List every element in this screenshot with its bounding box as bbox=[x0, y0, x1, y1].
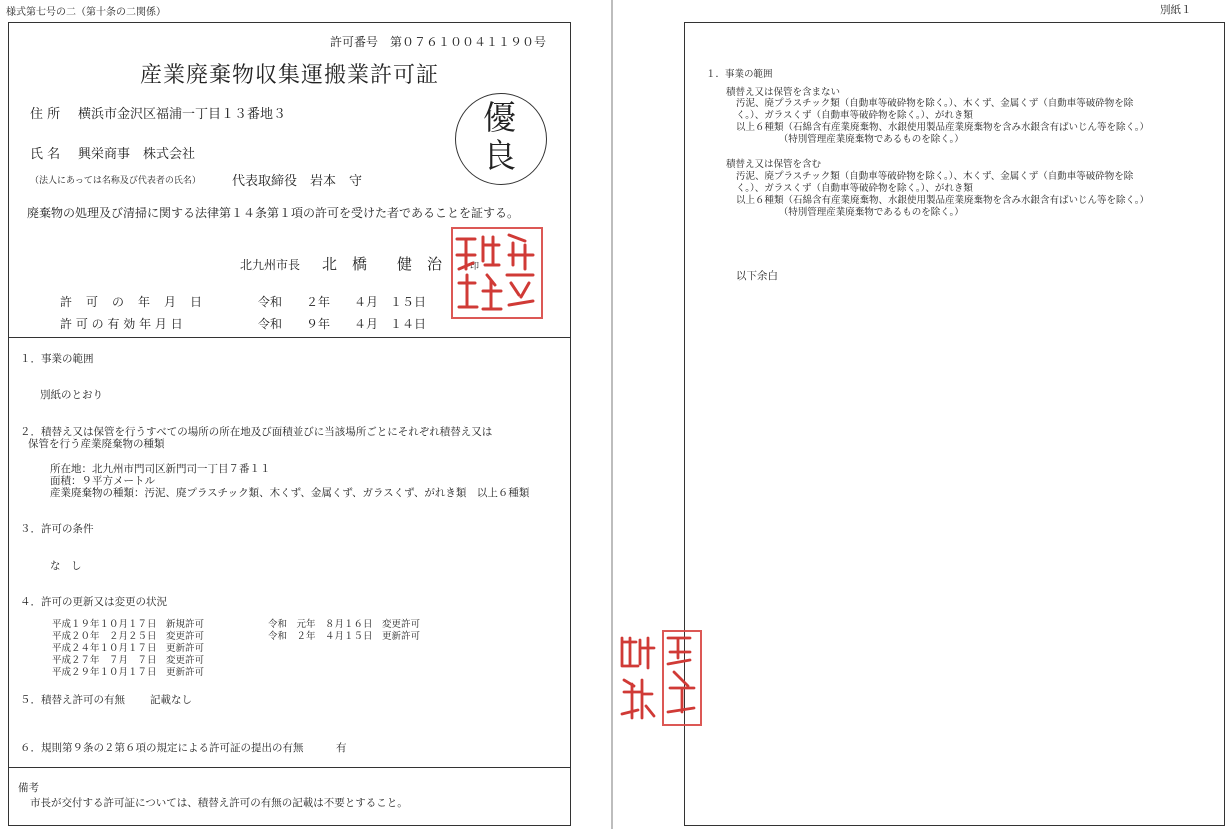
history-left-row: 平成２４年１０月１７日 更新許可 bbox=[52, 643, 205, 654]
split-seal-strokes bbox=[618, 628, 700, 724]
section3-heading: ３．許可の条件 bbox=[20, 523, 94, 535]
name-label: 氏 名 bbox=[30, 147, 61, 162]
block2-line: （特別管理産業廃棄物であるものを除く。） bbox=[736, 207, 964, 218]
remarks-label: 備考 bbox=[18, 782, 39, 794]
section2-heading-2: 保管を行う産業廃棄物の種類 bbox=[28, 438, 165, 450]
section4-heading: ４．許可の更新又は変更の状況 bbox=[20, 596, 167, 608]
block2-line: 汚泥、廃プラスチック類（自動車等破砕物を除く。）、木くず、金属くず（自動車等破砕物を除 bbox=[736, 171, 1134, 182]
validity-date: 令和 ９年 ４月 １４日 bbox=[258, 317, 427, 331]
section6-value: 有 bbox=[336, 742, 347, 754]
representative-name: 代表取締役 岩本 守 bbox=[232, 174, 363, 189]
block1-title: 積替え又は保管を含まない bbox=[726, 87, 841, 98]
page-gutter bbox=[611, 0, 613, 829]
area-value: 面積：９平方メートル bbox=[50, 475, 155, 487]
block1-line: 汚泥、廃プラスチック類（自動車等破砕物を除く。）、木くず、金属くず（自動車等破砕物を除 bbox=[736, 98, 1134, 109]
location-value: 所在地：北九州市門司区新門司一丁目７番１１ bbox=[50, 463, 271, 475]
remarks-text: 市長が交付する許可証については、積替え許可の有無の記載は不要とすること。 bbox=[30, 797, 408, 809]
attachment-section-heading: １．事業の範囲 bbox=[706, 69, 773, 80]
history-left-row: 平成１９年１０月１７日 新規許可 bbox=[52, 619, 205, 630]
form-number-label: 様式第七号の二（第十条の二関係） bbox=[6, 7, 166, 18]
page-title: 産業廃棄物収集運搬業許可証 bbox=[140, 63, 440, 88]
history-left-row: 平成２０年 ２月２５日 変更許可 bbox=[52, 631, 205, 642]
history-right-row: 令和 ２年 ４月１５日 更新許可 bbox=[268, 631, 421, 642]
split-seal bbox=[618, 628, 700, 724]
block1-line: く。）、ガラスくず（自動車等破砕物を除く。）、がれき類 bbox=[736, 110, 973, 121]
section5-value: 記載なし bbox=[150, 694, 192, 706]
history-right-row: 令和 元年 ８月１６日 変更許可 bbox=[268, 619, 421, 630]
block1-line: 以上６種類（石綿含有産業廃棄物、水銀使用製品産業廃棄物を含み水銀含有ばいじん等を除く。） bbox=[736, 122, 1150, 133]
block2-line: く。）、ガラスくず（自動車等破砕物を除く。）、がれき類 bbox=[736, 183, 973, 194]
permit-number: 許可番号 第０７６１００４１１９０号 bbox=[330, 35, 547, 49]
block2-title: 積替え又は保管を含む bbox=[726, 159, 822, 170]
stamp-char-2: 良 bbox=[483, 136, 516, 175]
waste-types-value: 産業廃棄物の種類：汚泥、廃プラスチック類、木くず、金属くず、ガラスくず、がれき類 以上６種類 bbox=[50, 487, 530, 499]
block2-line: 以上６種類（石綿含有産業廃棄物、水銀使用製品産業廃棄物を含み水銀含有ばいじん等を除く。） bbox=[736, 195, 1150, 206]
seal-glyph-strokes bbox=[449, 225, 545, 321]
history-left-row: 平成２７年 ７月 ７日 変更許可 bbox=[52, 655, 205, 666]
mayor-name: 北 橋 健 治 bbox=[322, 255, 443, 273]
header-divider bbox=[9, 337, 570, 338]
block1-line: （特別管理産業廃棄物であるものを除く。） bbox=[736, 134, 964, 145]
history-left-row: 平成２９年１０月１７日 更新許可 bbox=[52, 667, 205, 678]
section1-body: 別紙のとおり bbox=[40, 389, 103, 401]
section5-heading: ５．積替え許可の有無 bbox=[20, 694, 125, 706]
permit-date-label: 許 可 の 年 月 日 bbox=[60, 295, 204, 309]
section6-heading: ６．規則第９条の２第６項の規定による許可証の提出の有無 bbox=[20, 742, 304, 754]
certification-text: 廃棄物の処理及び清掃に関する法律第１４条第１項の許可を受けた者であることを証する。 bbox=[27, 206, 520, 220]
remarks-divider bbox=[9, 767, 570, 768]
address-label: 住 所 bbox=[30, 107, 61, 122]
section1-heading: １．事業の範囲 bbox=[20, 353, 94, 365]
company-name: 興栄商事 株式会社 bbox=[78, 147, 196, 162]
excellent-stamp bbox=[455, 93, 547, 185]
end-text: 以下余白 bbox=[736, 270, 778, 282]
stamp-char-1: 優 bbox=[483, 98, 516, 137]
validity-label: 許 可 の 有 効 年 月 日 bbox=[60, 317, 183, 331]
attachment-label: 別紙１ bbox=[1160, 4, 1192, 16]
seal-mark: 印 bbox=[470, 262, 480, 272]
permit-date: 令和 ２年 ４月 １５日 bbox=[258, 295, 427, 309]
official-seal bbox=[449, 225, 545, 321]
mayor-title: 北九州市長 bbox=[240, 258, 301, 272]
section2-heading-1: ２．積替え又は保管を行うすべての場所の所在地及び面積並びに当該場所ごとにそれぞれ積替え又は bbox=[20, 426, 493, 438]
section3-body: な し bbox=[50, 560, 82, 572]
representative-note: （法人にあっては名称及び代表者の氏名） bbox=[30, 176, 201, 186]
address-value: 横浜市金沢区福浦一丁目１３番地３ bbox=[78, 107, 287, 122]
